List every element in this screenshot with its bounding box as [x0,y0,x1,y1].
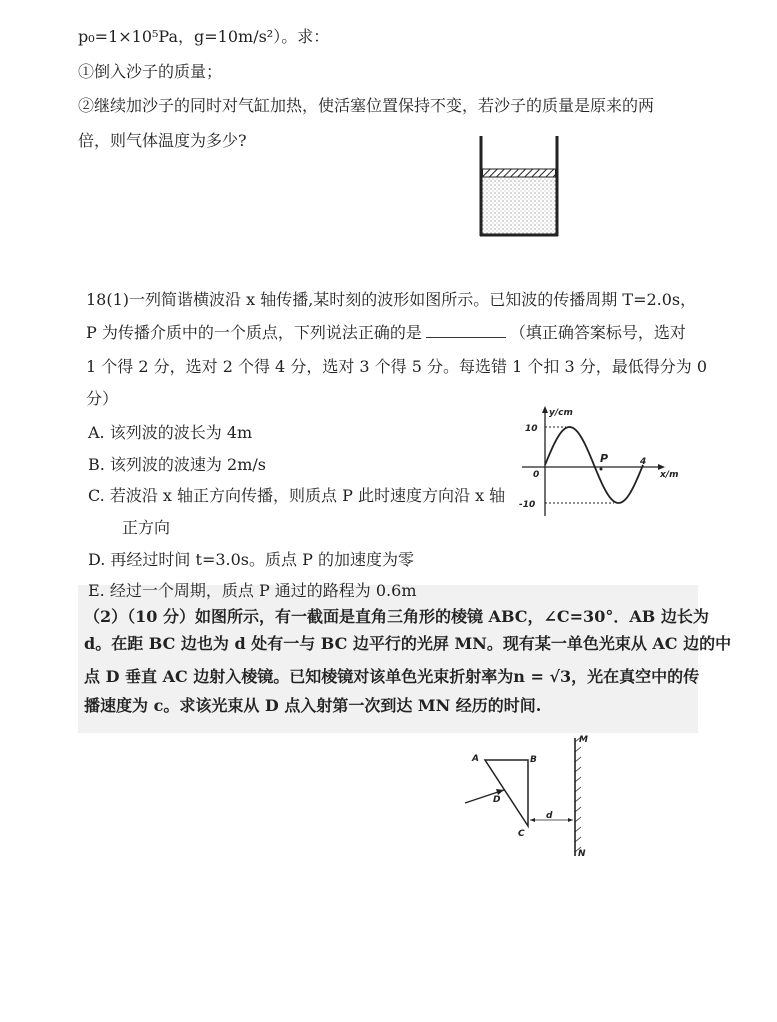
question-17-part1: ①倒入沙子的质量； [78,62,223,81]
question-18-2-line1: （2）（10 分）如图所示，有一截面是直角三角形的棱镜 ABC，∠C=30°．AB 边长为 [84,607,709,626]
point-p-marker [600,468,603,471]
distance-arrow-left-icon [530,818,535,822]
label-distance: d [546,811,553,821]
wave-curve [545,427,643,503]
option-c-line1: C. 若波沿 x 轴正方向传播，则质点 P 此时速度方向沿 x 轴 [88,486,506,505]
label-d: D [493,795,501,805]
option-d: D. 再经过时间 t=3.0s。质点 P 的加速度为零 [88,550,414,569]
origin-label: 0 [533,470,540,480]
question-17-part2-line2: 倍，则气体温度为多少? [78,131,247,150]
label-c: C [518,829,525,839]
x-axis-label: x/m [660,470,679,480]
x-tick-label: 4 [640,457,647,467]
option-c-line2: 正方向 [122,518,171,537]
y-axis-arrow-icon [542,406,548,413]
question-18-stem-line1: 18(1)一列简谐横波沿 x 轴传播,某时刻的波形如图所示。已知波的传播周期 T=2.0s， [86,290,697,309]
question-18-stem-line2: P 为传播介质中的一个质点，下列说法正确的是 （填正确答案标号，选对 [86,323,686,342]
label-a: A [472,754,479,764]
question-17-part2-line1: ②继续加沙子的同时对气缸加热，使活塞位置保持不变，若沙子的质量是原来的两 [78,96,655,115]
y-axis-label: y/cm [549,408,573,418]
question-18-2-line3: 点 D 垂直 AC 边射入棱镜。已知棱镜对该单色光束折射率为n = √3，光在真空中的传 [84,667,700,686]
screen-hatch [575,737,581,852]
cylinder-diagram [470,132,570,242]
option-a: A. 该列波的波长为 4m [88,423,253,442]
distance-arrow-right-icon [568,818,573,822]
question-18-2-line4: 播速度为 c。求该光束从 D 点入射第一次到达 MN 经历的时间. [84,696,542,715]
question-18-stem-line3: 1 个得 2 分，选对 2 个得 4 分，选对 3 个得 5 分。每选错 1 个扣 3 分，最低得分为 0 [86,357,707,376]
question-18-stem-line4: 分） [86,389,119,408]
point-p-label: P [600,452,609,465]
option-e: E. 经过一个周期，质点 P 通过的路程为 0.6m [88,581,417,600]
prism-triangle [485,760,528,826]
wave-graph [510,404,679,519]
answer-blank[interactable] [426,337,506,338]
question-18-2-line2: d。在距 BC 边也为 d 处有一与 BC 边平行的光屏 MN。现有某一单色光束从 AC 边的中 [84,634,732,653]
option-b: B. 该列波的波速为 2m/s [88,455,266,474]
label-n: N [578,849,586,859]
prism-diagram [460,728,600,863]
label-m: M [579,735,588,745]
y-min-label: -10 [519,500,536,510]
constants-line: p₀=1×10⁵Pa，g=10m/s²）。求： [78,27,330,46]
y-max-label: 10 [525,424,538,434]
label-b: B [530,755,537,765]
